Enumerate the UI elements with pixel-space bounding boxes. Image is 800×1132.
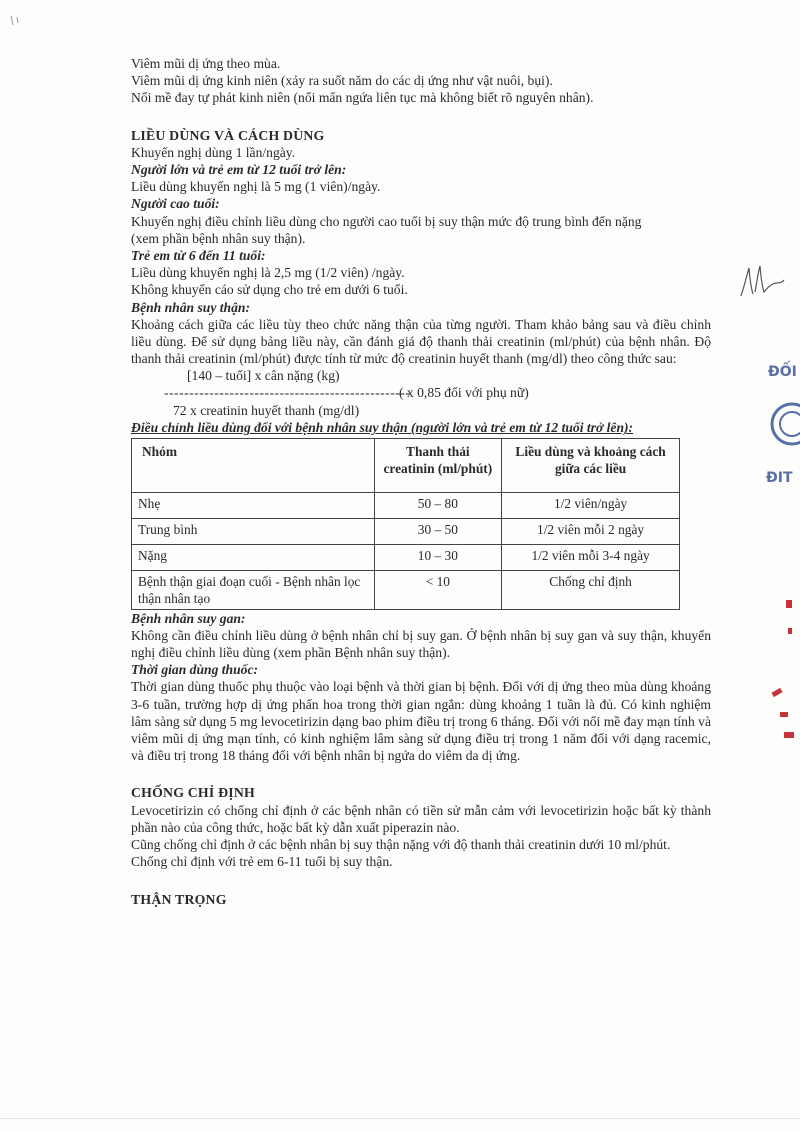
formula-numerator: [140 – tuổi] x cân nặng (kg): [187, 368, 340, 384]
adult-text: Liều dùng khuyến nghị là 5 mg (1 viên)/ngày.: [131, 179, 381, 195]
creatinine-formula: [131, 367, 711, 419]
table-row: [132, 492, 680, 518]
formula-divider: -------------------------------------------------: [164, 385, 411, 401]
intro-line: Nổi mề đay tự phát kinh niên (nổi mẩn ngứa liên tục mà không biết rõ nguyên nhân).: [131, 90, 594, 106]
precautions-heading: THẬN TRỌNG: [131, 891, 227, 907]
table-cell: 1/2 viên mỗi 2 ngày: [502, 518, 680, 544]
page-edge: [0, 1118, 800, 1119]
child-subheading: Trẻ em từ 6 đến 11 tuổi:: [131, 248, 266, 264]
elderly-text: Khuyến nghị điều chỉnh liều dùng cho người cao tuổi bị suy thận mức độ trung bình đến nặng: [131, 213, 642, 229]
stamp-fragment: ĐỐI: [768, 364, 797, 380]
hepatic-text: Không cần điều chỉnh liều dùng ở bệnh nhân chỉ bị suy gan. Ở bệnh nhân bị suy gan và suy thận, khuyến nghị điều chỉnh liều dùng (xem phần Bệnh nhân suy thận).: [131, 627, 711, 661]
formula-factor: ( x 0,85 đối với phụ nữ): [399, 385, 529, 401]
table-row: [132, 518, 680, 544]
table-cell: Nặng: [132, 544, 375, 570]
table-cell: 30 – 50: [374, 518, 502, 544]
table-header: Thanh thải creatinin (ml/phút): [374, 438, 502, 492]
dosage-heading: LIỀU DÙNG VÀ CÁCH DÙNG: [131, 127, 325, 143]
stamp-seal-icon: [768, 400, 800, 448]
renal-text: Khoảng cách giữa các liều tùy theo chức năng thận của từng người. Tham khảo bảng sau và điều chỉnh liều dùng. Để sử dụng bảng liều này, cần đánh giá độ thanh thải creatinin (ml/phút) của bệnh nhân. Độ thanh thải creatinin (ml/phút) được tính từ mức độ creatinin huyết thanh (mg/dl) theo công thức sau:: [131, 316, 711, 367]
renal-subheading: Bệnh nhân suy thận:: [131, 299, 250, 315]
table-cell: Chống chỉ định: [502, 570, 680, 609]
red-mark: [771, 688, 782, 697]
red-mark: [780, 712, 788, 717]
table-cell: 10 – 30: [374, 544, 502, 570]
table-cell: 1/2 viên/ngày: [502, 492, 680, 518]
intro-line: Viêm mũi dị ứng kinh niên (xảy ra suốt năm do các dị ứng như vật nuôi, bụi).: [131, 73, 553, 89]
table-row: [132, 570, 680, 609]
red-mark: [786, 600, 792, 608]
elderly-subheading: Người cao tuổi:: [131, 196, 220, 212]
signature-initials: [737, 262, 787, 300]
table-caption: Điều chỉnh liều dùng đối với bệnh nhân suy thận (người lớn và trẻ em từ 12 tuổi trở lên):: [131, 420, 634, 436]
document-page: [131, 55, 711, 908]
contraindications-text: Cũng chống chỉ định ở các bệnh nhân bị suy thận nặng với độ thanh thải creatinin dưới 10 ml/phút.: [131, 837, 671, 853]
contraindications-heading: CHỐNG CHỈ ĐỊNH: [131, 785, 255, 801]
red-mark: [788, 628, 792, 634]
table-cell: Nhẹ: [132, 492, 375, 518]
table-cell: Trung bình: [132, 518, 375, 544]
adult-subheading: Người lớn và trẻ em từ 12 tuổi trở lên:: [131, 162, 347, 178]
stamp-fragment: ĐIT: [766, 470, 793, 486]
duration-subheading: Thời gian dùng thuốc:: [131, 662, 259, 678]
renal-dose-table: [131, 438, 680, 610]
elderly-text: (xem phần bệnh nhân suy thận).: [131, 230, 306, 246]
table-row: [132, 544, 680, 570]
table-cell: < 10: [374, 570, 502, 609]
table-cell: 1/2 viên mỗi 3-4 ngày: [502, 544, 680, 570]
table-header-row: [132, 438, 680, 492]
table-header: Liều dùng và khoảng cách giữa các liều: [502, 438, 680, 492]
contraindications-text: Levocetirizin có chống chỉ định ở các bệnh nhân có tiền sử mẫn cảm với levocetirizin hoặc bất kỳ thành phần nào của công thức, hoặc bất kỳ dẫn xuất piperazin nào.: [131, 802, 711, 835]
child-text: Liều dùng khuyến nghị là 2,5 mg (1/2 viên) /ngày.: [131, 265, 405, 281]
table-header: Nhóm: [132, 438, 375, 492]
table-cell: 50 – 80: [374, 492, 502, 518]
duration-text: Thời gian dùng thuốc phụ thuộc vào loại bệnh và thời gian bị bệnh. Đối với dị ứng theo mùa dùng khoảng 3-6 tuần, trường hợp dị ứng phấn hoa trong thời gian ngắn: dùng khoảng 1 tuần là đủ. Có kinh nghiệm lâm sàng sử dụng 5 mg levocetirizin dạng bao phim điều trị trong 6 tháng. Đối với nổi mề đay mạn tính và viêm mũi dị ứng mạn tính, có kinh nghiệm lâm sàng sử dụng điều trị trong 1 năm đối với dạng racemic, và điều trị trong 18 tháng đối với bệnh nhân bị ngứa do viêm da dị ứng.: [131, 679, 711, 764]
dosage-recommend: Khuyến nghị dùng 1 lần/ngày.: [131, 144, 296, 160]
red-mark: [784, 732, 794, 738]
intro-line: Viêm mũi dị ứng theo mùa.: [131, 56, 281, 71]
hepatic-subheading: Bệnh nhân suy gan:: [131, 610, 246, 626]
table-cell: Bệnh thận giai đoạn cuối - Bệnh nhân lọc thận nhân tạo: [132, 570, 375, 609]
contraindications-text: Chống chỉ định với trẻ em 6-11 tuổi bị suy thận.: [131, 854, 393, 870]
child-text: Không khuyến cáo sử dụng cho trẻ em dưới 6 tuổi.: [131, 282, 408, 298]
formula-denominator: 72 x creatinin huyết thanh (mg/dl): [173, 403, 360, 419]
scan-mark: [8, 14, 22, 26]
